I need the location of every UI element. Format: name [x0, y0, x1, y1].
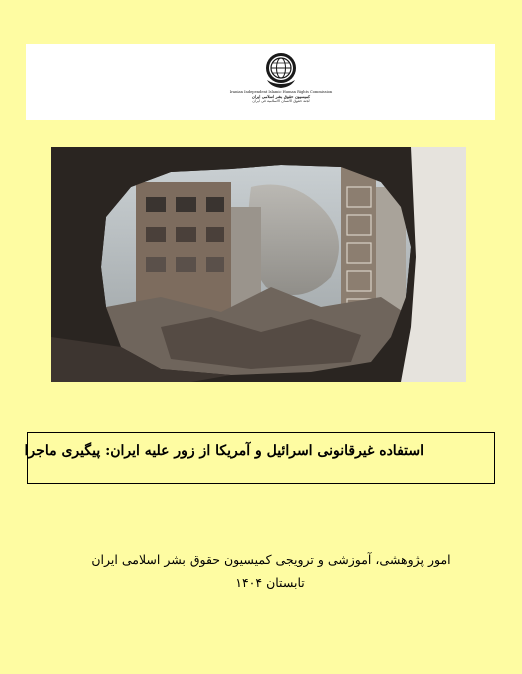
- logo-english-name: Iranian Independent Islamic Human Rights Commission: [229, 90, 333, 94]
- destroyed-buildings-image: [51, 147, 466, 382]
- publisher-department: امور پژوهشی، آموزشی و ترویجی کمیسیون حقوق بشر اسلامی ایران: [91, 552, 451, 567]
- report-title: استفاده غیرقانونی اسرائیل و آمریکا از زور علیه ایران: پیگیری ماجرا: [24, 443, 424, 459]
- publication-season: تابستان ۱۴۰۴: [235, 575, 305, 590]
- report-title-box: [24, 432, 495, 484]
- cover-photo: [51, 147, 466, 382]
- logo-arabic-name: لجنة حقوق الانسان الاسلامیة فی ایران: [252, 99, 310, 104]
- commission-logo: [226, 50, 336, 118]
- logo-persian-name: کمیسیون حقوق بشر اسلامی ایران: [251, 93, 311, 99]
- header-banner: [26, 44, 495, 120]
- globe-hands-emblem-icon: [261, 50, 301, 90]
